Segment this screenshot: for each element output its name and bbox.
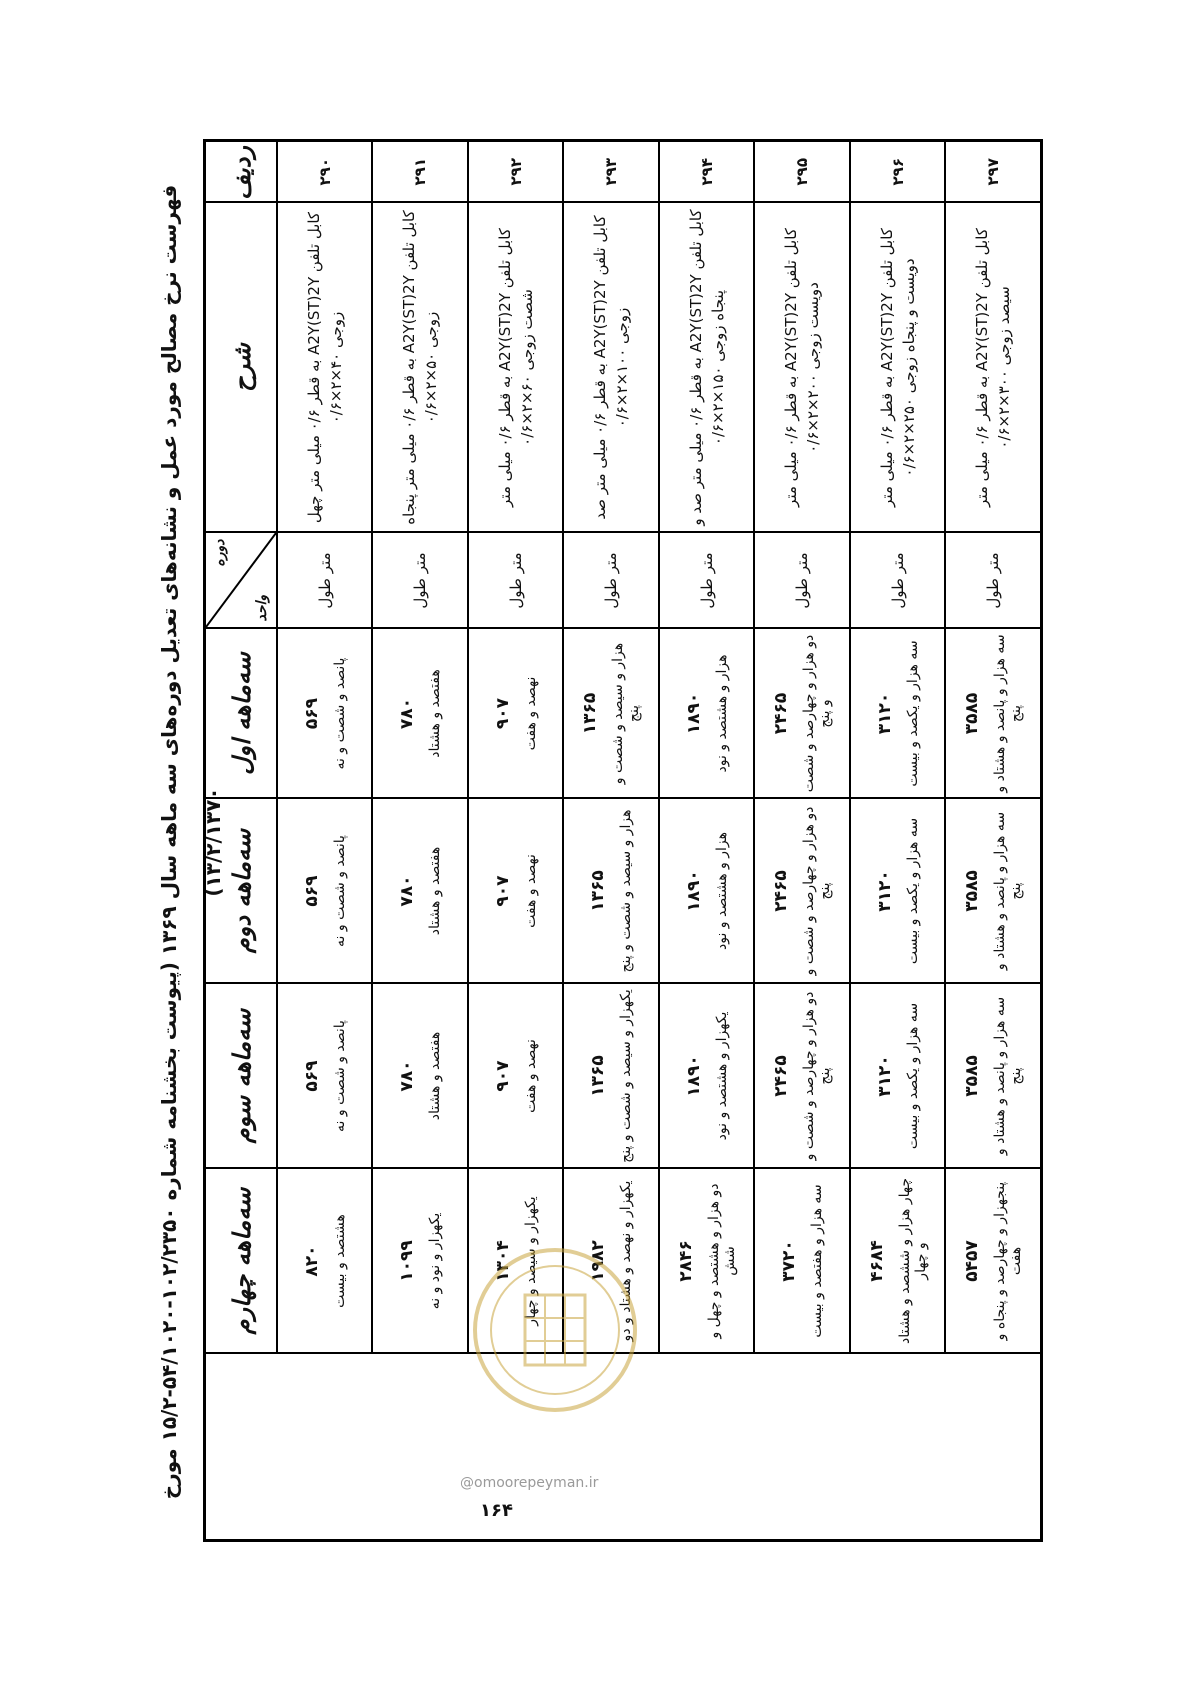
price-number: ۳۵۸۵ xyxy=(962,1055,983,1097)
row-unit: متر طول xyxy=(945,533,1041,629)
price-number: ۵۴۵۷ xyxy=(962,1240,983,1282)
price-number: ۳۵۸۵ xyxy=(962,870,983,912)
price-number: ۸۲۰ xyxy=(301,1245,322,1277)
document-title: فهرست نرخ مصالح مورد عمل و نشانه‌های تعدیل دوره‌های سه ماهه سال ۱۳۶۹ (پیوست بخشنامه شماره ۱۰۲/۲۳۵۰-۵۴/۱۰۲۰-۱۵/۲ مورخ ۱۳/۲/۱۳۷۰) xyxy=(157,184,225,1500)
header-q2: سه‌ماهه دوم xyxy=(205,799,278,984)
row-description: کابل تلفن A2Y(ST)2Y به قطر ۰/۶ میلی متر دویست و پنجاه زوجی ۲۵۰×۲×۰/۶ xyxy=(850,203,945,533)
price-in-words: هزار و سیصد و شصت و پنج xyxy=(610,642,643,785)
price-in-words: سه هزار و یکصد و بیست xyxy=(904,817,921,965)
price-number: ۳۱۲۰ xyxy=(874,692,895,735)
table-row xyxy=(372,141,467,1541)
price-in-words: پانصد و شصت و نه xyxy=(331,1020,348,1132)
row-description: کابل تلفن A2Y(ST)2Y به قطر ۰/۶ میلی متر شصت زوجی ۶۰×۲×۰/۶ xyxy=(468,203,563,533)
price-in-words: نهصد و هفت xyxy=(522,1039,539,1113)
row-unit: متر طول xyxy=(659,533,754,629)
price-in-words: هشتصد و بیست xyxy=(331,1214,348,1308)
row-number: ۲۹۲ xyxy=(468,141,563,203)
price-number: ۲۴۶۵ xyxy=(771,692,792,735)
price-number: ۵۶۹ xyxy=(301,875,322,907)
row-unit: متر طول xyxy=(277,533,372,629)
price-in-words: پانصد و شصت و نه xyxy=(331,835,348,947)
table-row xyxy=(754,141,849,1541)
table-row xyxy=(945,141,1041,1541)
price-cell-q1 xyxy=(659,629,754,799)
page-number: ۱۶۴ xyxy=(480,1500,513,1521)
price-number: ۳۱۲۰ xyxy=(874,1055,895,1097)
header-q1: سه‌ماهه اول xyxy=(205,629,278,799)
price-number: ۱۳۶۵ xyxy=(588,1055,609,1097)
price-number: ۱۳۶۵ xyxy=(588,870,609,912)
price-cell-q3 xyxy=(945,984,1041,1169)
price-number: ۷۸۰ xyxy=(397,1060,418,1092)
price-in-words: هزار و هشتصد و نود xyxy=(713,831,730,951)
row-unit: متر طول xyxy=(850,533,945,629)
row-description: کابل تلفن A2Y(ST)2Y به قطر ۰/۶ میلی متر دویست زوجی ۲۰۰×۲×۰/۶ xyxy=(754,203,849,533)
price-cell-q3 xyxy=(563,984,658,1169)
price-in-words: هفتصد و هشتاد xyxy=(427,1031,444,1121)
header-period: دوره xyxy=(212,539,228,567)
price-cell-q1 xyxy=(372,629,467,799)
table-row xyxy=(659,141,754,1541)
table-row xyxy=(850,141,945,1541)
row-unit: متر طول xyxy=(372,533,467,629)
header-q4: سه‌ماهه چهارم xyxy=(205,1169,278,1354)
price-in-words: سه هزار و پانصد و هشتاد و پنج xyxy=(992,811,1025,971)
price-number: ۹۰۷ xyxy=(492,697,513,730)
price-number: ۲۴۶۵ xyxy=(771,870,792,912)
price-cell-q4 xyxy=(277,1169,372,1354)
price-in-words: هزار و هشتصد و نود xyxy=(713,654,730,773)
row-description: کابل تلفن A2Y(ST)2Y به قطر ۰/۶ میلی متر چهل زوجی ۴۰×۲×۰/۶ xyxy=(277,203,372,533)
price-in-words: هفتصد و هشتاد xyxy=(427,669,444,758)
price-number: ۳۵۸۵ xyxy=(962,692,983,735)
row-number: ۲۹۷ xyxy=(945,141,1041,203)
watermark-text: @omoorepeyman.ir xyxy=(460,1475,599,1491)
price-cell-q4 xyxy=(754,1169,849,1354)
price-number: ۲۸۴۶ xyxy=(675,1240,696,1282)
price-number: ۴۶۸۴ xyxy=(866,1240,887,1282)
price-cell-q3 xyxy=(468,984,563,1169)
price-in-words: یکهزار و نود و نه xyxy=(427,1212,444,1310)
header-row-no: ردیف xyxy=(205,141,278,203)
table-row xyxy=(277,141,372,1541)
price-cell-q3 xyxy=(850,984,945,1169)
price-number: ۲۴۶۵ xyxy=(771,1055,792,1097)
price-in-words: هفتصد و هشتاد xyxy=(427,846,444,936)
price-cell-q1 xyxy=(850,629,945,799)
row-description: کابل تلفن A2Y(ST)2Y به قطر ۰/۶ میلی متر صد و پنجاه زوجی ۱۵۰×۲×۰/۶ xyxy=(659,203,754,533)
price-in-words: دو هزار و چهارصد و شصت و پنج xyxy=(801,991,834,1161)
price-number: ۱۳۶۵ xyxy=(580,692,601,735)
price-cell-q1 xyxy=(945,629,1041,799)
price-cell-q1 xyxy=(563,629,658,799)
row-number: ۲۹۵ xyxy=(754,141,849,203)
price-in-words: دو هزار و چهارصد و شصت و پنج xyxy=(801,634,834,793)
price-number: ۹۰۷ xyxy=(492,875,513,907)
header-q3: سه‌ماهه سوم xyxy=(205,984,278,1169)
price-number: ۱۰۹۹ xyxy=(397,1240,418,1282)
price-cell-q2 xyxy=(850,799,945,984)
price-cell-q4 xyxy=(850,1169,945,1354)
row-unit: متر طول xyxy=(563,533,658,629)
price-in-words: یکهزار و سیصد و چهار xyxy=(522,1196,539,1326)
price-in-words: سه هزار و هفتصد و بیست xyxy=(809,1184,826,1338)
price-cell-q4 xyxy=(945,1169,1041,1354)
price-cell-q2 xyxy=(945,799,1041,984)
price-number: ۹۰۷ xyxy=(492,1060,513,1092)
price-cell-q2 xyxy=(468,799,563,984)
price-in-words: سه هزار و یکصد و بیست xyxy=(904,640,921,787)
price-cell-q2 xyxy=(277,799,372,984)
price-cell-q2 xyxy=(659,799,754,984)
price-in-words: هزار و سیصد و شصت و پنج xyxy=(618,809,635,973)
price-number: ۱۸۹۰ xyxy=(683,692,704,735)
price-cell-q2 xyxy=(563,799,658,984)
price-in-words: یکهزار و سیصد و شصت و پنج xyxy=(618,989,635,1163)
price-cell-q3 xyxy=(659,984,754,1169)
row-number: ۲۹۴ xyxy=(659,141,754,203)
price-in-words: پانصد و شصت و نه xyxy=(331,657,348,770)
price-number: ۷۸۰ xyxy=(397,875,418,907)
price-in-words: چهار هزار و ششصد و هشتاد و چهار xyxy=(896,1178,929,1344)
row-unit: متر طول xyxy=(754,533,849,629)
price-in-words: دو هزار و هشتصد و چهل و شش xyxy=(705,1183,738,1339)
price-in-words: پنجهزار و چهارصد و پنجاه و هفت xyxy=(992,1181,1025,1341)
header-unit-period xyxy=(205,533,278,629)
price-number: ۱۳۰۴ xyxy=(492,1240,513,1282)
price-in-words: دو هزار و چهارصد و شصت و پنج xyxy=(801,806,834,976)
row-number: ۲۹۰ xyxy=(277,141,372,203)
price-cell-q3 xyxy=(277,984,372,1169)
price-number: ۱۹۸۲ xyxy=(588,1240,609,1282)
price-in-words: نهصد و هفت xyxy=(522,854,539,928)
price-number: ۵۶۹ xyxy=(301,1060,322,1092)
header-row xyxy=(205,141,278,1541)
price-number: ۵۶۹ xyxy=(301,697,322,730)
price-in-words: یکهزار و نهصد و هشتاد و دو xyxy=(618,1180,635,1342)
row-description: کابل تلفن A2Y(ST)2Y به قطر ۰/۶ میلی متر پنجاه زوجی ۵۰×۲×۰/۶ xyxy=(372,203,467,533)
price-number: ۳۷۲۰ xyxy=(779,1240,800,1282)
price-number: ۳۱۲۰ xyxy=(874,870,895,912)
price-number: ۷۸۰ xyxy=(397,697,418,730)
price-cell-q2 xyxy=(754,799,849,984)
header-unit: واحد xyxy=(254,594,270,622)
row-number: ۲۹۳ xyxy=(563,141,658,203)
row-description: کابل تلفن A2Y(ST)2Y به قطر ۰/۶ میلی متر صد زوجی ۱۰۰×۲×۰/۶ xyxy=(563,203,658,533)
price-cell-q4 xyxy=(372,1169,467,1354)
row-number: ۲۹۱ xyxy=(372,141,467,203)
price-in-words: سه هزار و پانصد و هشتاد و پنج xyxy=(992,996,1025,1156)
price-cell-q3 xyxy=(372,984,467,1169)
price-cell-q4 xyxy=(659,1169,754,1354)
row-number: ۲۹۶ xyxy=(850,141,945,203)
price-in-words: سه هزار و یکصد و بیست xyxy=(904,1002,921,1150)
price-in-words: یکهزار و هشتصد و نود xyxy=(713,1011,730,1141)
price-cell-q1 xyxy=(277,629,372,799)
price-cell-q1 xyxy=(754,629,849,799)
watermark-logo xyxy=(470,1185,640,1475)
price-cell-q1 xyxy=(468,629,563,799)
price-cell-q2 xyxy=(372,799,467,984)
price-number: ۱۸۹۰ xyxy=(683,1055,704,1097)
row-description: کابل تلفن A2Y(ST)2Y به قطر ۰/۶ میلی متر سیصد زوجی ۳۰۰×۲×۰/۶ xyxy=(945,203,1041,533)
price-in-words: نهصد و هفت xyxy=(522,676,539,751)
header-description: شرح xyxy=(205,203,278,533)
price-in-words: سه هزار و پانصد و هشتاد و پنج xyxy=(992,634,1025,793)
row-unit: متر طول xyxy=(468,533,563,629)
price-number: ۱۸۹۰ xyxy=(683,870,704,912)
price-cell-q3 xyxy=(754,984,849,1169)
